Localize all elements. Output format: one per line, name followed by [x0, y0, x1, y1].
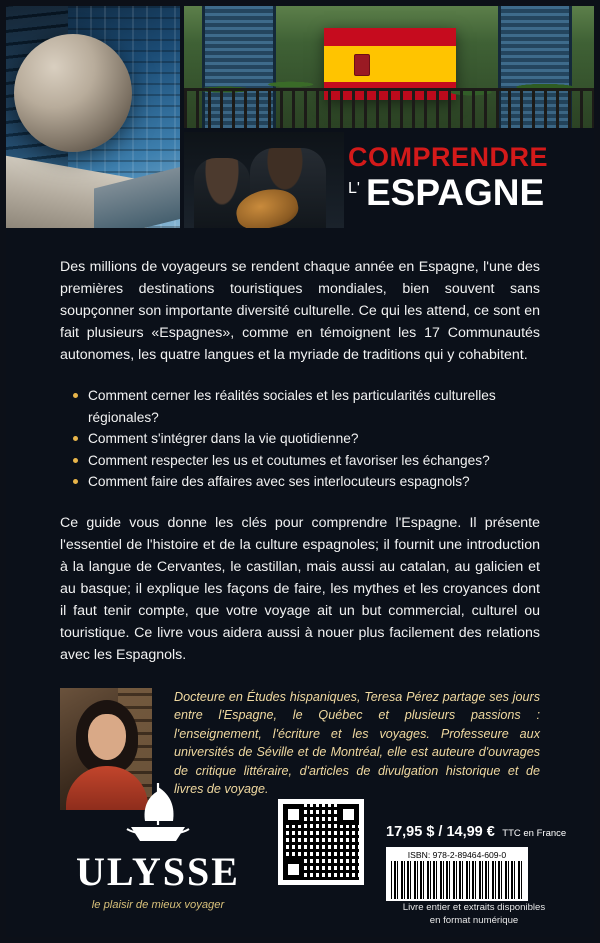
author-bio: Docteure en Études hispaniques, Teresa Pérez partage ses jours entre l'Espagne, le Québec et plusieurs passions : l'enseignement, l'écriture et les voyages. Professeure aux universités de Séville et de Montréal, elle est auteure d'ouvrages de critique littéraire, d'articles de divulgation historique et de livres de voyage.: [174, 689, 540, 796]
price-block: [386, 823, 566, 841]
qr-finder-bottom-left: [283, 859, 304, 880]
cover-text-body: [6, 228, 594, 666]
list-item: Comment s'intégrer dans la vie quotidienne?: [72, 428, 540, 450]
barcode-block: [386, 847, 528, 901]
photo-modern-building: [6, 6, 180, 228]
cover-image-band: [6, 6, 594, 228]
qr-code-pattern: [283, 804, 359, 880]
title-comprendre: COMPRENDRE: [348, 142, 549, 172]
price-value: 17,95 $ / 14,99 €: [386, 824, 495, 840]
cover-inner: [6, 6, 594, 937]
title-espagne: ESPAGNE: [366, 172, 545, 213]
publisher-tagline: le plaisir de mieux voyager: [91, 899, 225, 911]
body-paragraph: Ce guide vous donne les clés pour comprendre l'Espagne. Il présente l'essentiel de l'histoire et de la culture espagnoles; il fournit une introduction à la langue de Cervantes, le castillan, mais aussi au catalan, au galicien et au basque; il explique les façons de faire, les mythes et les croyances dont il faut tenir compte, que votre voyage ait un but commercial, culturel ou touristique. Ce livre vous aidera aussi à nouer plus facilement des relations avec les Espagnols.: [60, 514, 540, 663]
intro-paragraph: Des millions de voyageurs se rendent chaque année en Espagne, l'une des premières destinations touristiques mondiales, bien souvent sans soupçonner son importante diversité culturelle. Ce qui les attend, ce sont en fait plusieurs «Espagnes», comme en témoignent les 17 Communautés autonomes, les quatre langues et la myriade de traditions qui y cohabitent.: [60, 259, 540, 363]
digital-availability-note: [374, 901, 574, 927]
publisher-logo-block: [58, 781, 258, 911]
question-list: [60, 385, 540, 493]
qr-finder-top-left: [283, 804, 304, 825]
price-note: TTC en France: [502, 828, 567, 839]
isbn-text: ISBN: 978-2-89464-609-0: [407, 850, 507, 860]
qr-finder-top-right: [338, 804, 359, 825]
sailing-ship-icon: [121, 781, 195, 845]
digital-note-line-1: Livre entier et extraits disponibles: [402, 902, 546, 913]
balcony-railing: [184, 88, 594, 128]
portrait-face: [88, 714, 126, 760]
list-item: Comment respecter les us et coutumes et favoriser les échanges?: [72, 450, 540, 472]
qr-code[interactable]: [278, 799, 364, 885]
title-article: L': [348, 180, 360, 197]
photo-guitar-players: [184, 132, 344, 228]
digital-note-line-2: en format numérique: [429, 915, 519, 926]
photo-balcony-flag: [184, 6, 594, 128]
list-item: Comment faire des affaires avec ses interlocuteurs espagnols?: [72, 471, 540, 493]
cover-title-block: [348, 132, 594, 228]
publisher-name: ULYSSE: [76, 849, 240, 894]
cover-footer: [6, 757, 594, 937]
barcode-bars: [391, 861, 523, 899]
list-item: Comment cerner les réalités sociales et les particularités culturelles régionales?: [72, 385, 540, 428]
stone-sphere: [14, 34, 132, 152]
